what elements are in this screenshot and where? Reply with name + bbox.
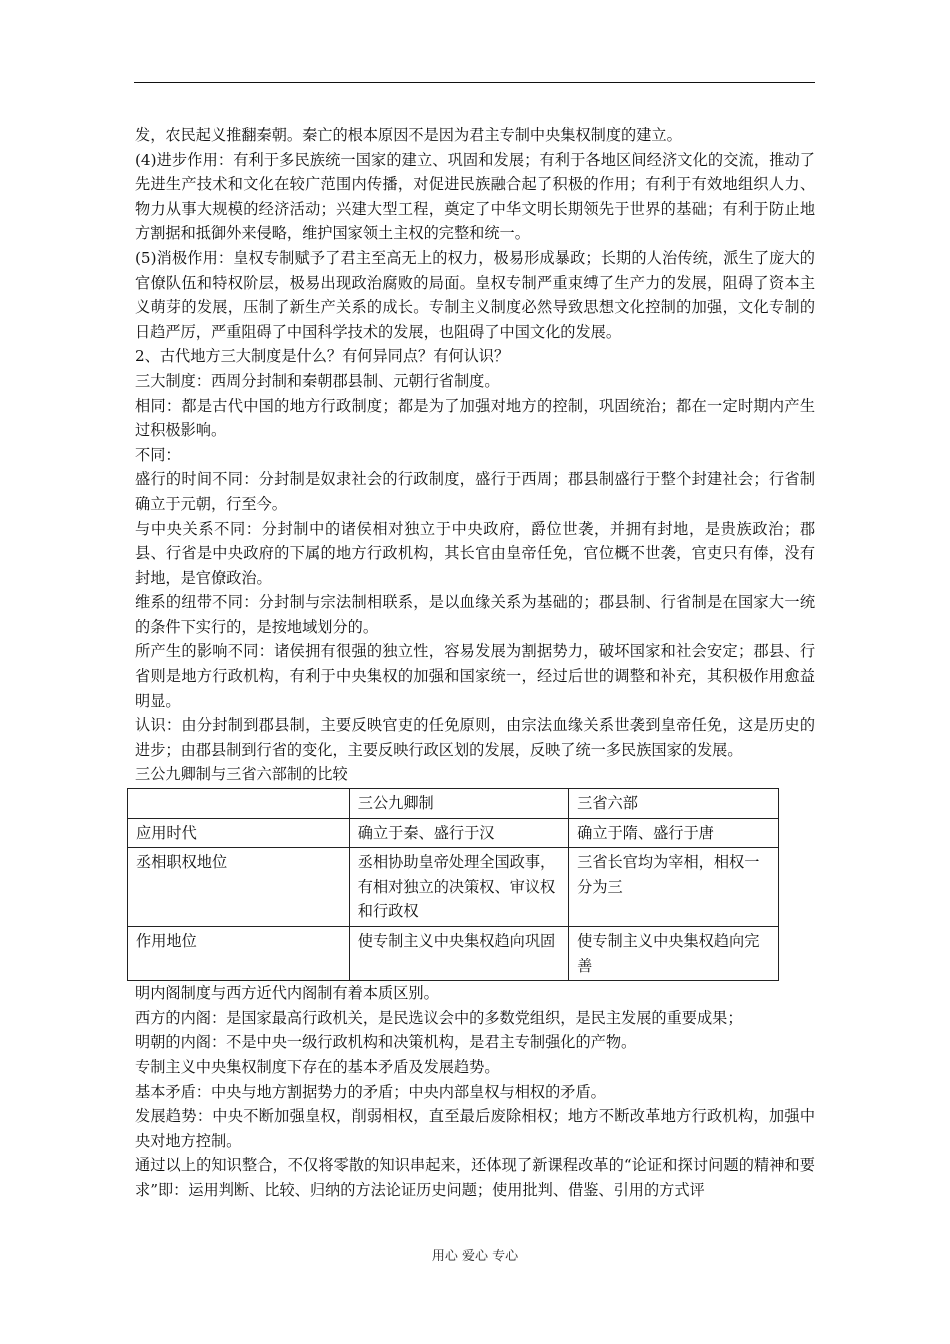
paragraph: 发展趋势：中央不断加强皇权，削弱相权，直至最后废除相权；地方不断改革地方行政机构，加强中央对地方控制。	[135, 1107, 815, 1150]
table-cell: 确立于秦、盛行于汉	[349, 818, 568, 848]
table-cell: 确立于隋、盛行于唐	[569, 818, 779, 848]
comparison-table	[127, 788, 779, 981]
paragraph: 维系的纽带不同：分封制与宗法制相联系，是以血缘关系为基础的；郡县制、行省制是在国家大一统的条件下实行的，是按地域划分的。	[135, 593, 815, 636]
paragraph: 三大制度：西周分封制和秦朝郡县制、元朝行省制度。	[135, 371, 500, 390]
paragraph: (5)消极作用：皇权专制赋予了君主至高无上的权力，极易形成暴政；长期的人治传统，派生了庞大的官僚队伍和特权阶层，极易出现政治腐败的局面。皇权专制严重束缚了生产力的发展，阻碍了资本主义萌芽的发展，压制了新生产关系的成长。专制主义制度必然导致思想文化控制的加强，文化专制的日趋严厉，严重阻碍了中国科学技术的发展，也阻碍了中国文化的发展。	[135, 248, 815, 341]
section-after-table	[135, 981, 815, 1202]
page-footer: 用心 爱心 专心	[431, 1249, 519, 1264]
table-row	[128, 818, 779, 848]
paragraph: 与中央关系不同：分封制中的诸侯相对独立于中央政府，爵位世袭，并拥有封地，是贵族政治；郡县、行省是中央政府的下属的地方行政机构，其长官由皇帝任免，官位概不世袭，官吏只有俸，没有封地，是官僚政治。	[135, 519, 815, 587]
paragraph: 认识：由分封制到郡县制，主要反映官吏的任免原则，由宗法血缘关系世袭到皇帝任免，这是历史的进步；由郡县制到行省的变化，主要反映行政区划的发展，反映了统一多民族国家的发展。	[135, 716, 815, 759]
table-cell: 丞相协助皇帝处理全国政事，有相对独立的决策权、审议权和行政权	[349, 848, 568, 927]
paragraph: (4)进步作用：有利于多民族统一国家的建立、巩固和发展；有利于各地区间经济文化的交流，推动了先进生产技术和文化在较广范围内传播，对促进民族融合起了积极的作用；有利于有效地组织人力、物力从事大规模的经济活动；兴建大型工程，奠定了中华文明长期领先于世界的基础；有利于防止地方割据和抵御外来侵略，维护国家领土主权的完整和统一。	[135, 150, 815, 243]
table-header-cell	[128, 789, 350, 819]
paragraph: 明内阁制度与西方近代内阁制有着本质区别。	[135, 984, 439, 1003]
paragraph: 通过以上的知识整合，不仅将零散的知识串起来，还体现了新课程改革的“论证和探讨问题的精神和要求”即：运用判断、比较、归纳的方法论证历史问题；使用批判、借鉴、引用的方式评	[135, 1156, 815, 1199]
table-cell: 应用时代	[128, 818, 350, 848]
paragraph: 西方的内阁：是国家最高行政机关，是民选议会中的多数党组织，是民主发展的重要成果；	[135, 1008, 743, 1027]
paragraph: 所产生的影响不同：诸侯拥有很强的独立性，容易发展为割据势力，破坏国家和社会安定；郡县、行省则是地方行政机构，有利于中央集权的加强和国家统一，经过后世的调整和补充，其积极作用愈益明显。	[135, 642, 815, 710]
table-caption: 三公九卿制与三省六部制的比较	[135, 765, 348, 784]
paragraph: 基本矛盾：中央与地方割据势力的矛盾；中央内部皇权与相权的矛盾。	[135, 1082, 606, 1101]
paragraph: 发，农民起义推翻秦朝。秦亡的根本原因不是因为君主专制中央集权制度的建立。	[135, 126, 682, 144]
table-cell: 作用地位	[128, 927, 350, 981]
section-before-table	[135, 123, 815, 787]
paragraph: 专制主义中央集权制度下存在的基本矛盾及发展趋势。	[135, 1057, 500, 1076]
paragraph: 盛行的时间不同：分封制是奴隶社会的行政制度，盛行于西周；郡县制盛行于整个封建社会；行省制确立于元朝，行至今。	[135, 470, 815, 513]
table-cell: 三省长官均为宰相，相权一分为三	[569, 848, 779, 927]
table-row	[128, 927, 779, 981]
table-cell: 使专制主义中央集权趋向完善	[569, 927, 779, 981]
question-heading: 2、古代地方三大制度是什么？有何异同点？有何认识？	[135, 347, 510, 366]
table-row	[128, 848, 779, 927]
header-rule	[134, 82, 815, 83]
table-header-cell: 三省六部	[569, 789, 779, 819]
table-header-cell: 三公九卿制	[349, 789, 568, 819]
paragraph: 明朝的内阁：不是中央一级行政机构和决策机构，是君主专制强化的产物。	[135, 1033, 637, 1052]
table-cell: 使专制主义中央集权趋向巩固	[349, 927, 568, 981]
paragraph: 不同：	[135, 445, 181, 464]
table-cell: 丞相职权地位	[128, 848, 350, 927]
table-header-row	[128, 789, 779, 819]
paragraph: 相同：都是古代中国的地方行政制度；都是为了加强对地方的控制，巩固统治；都在一定时期内产生过积极影响。	[135, 396, 815, 440]
document-body	[135, 123, 815, 1203]
